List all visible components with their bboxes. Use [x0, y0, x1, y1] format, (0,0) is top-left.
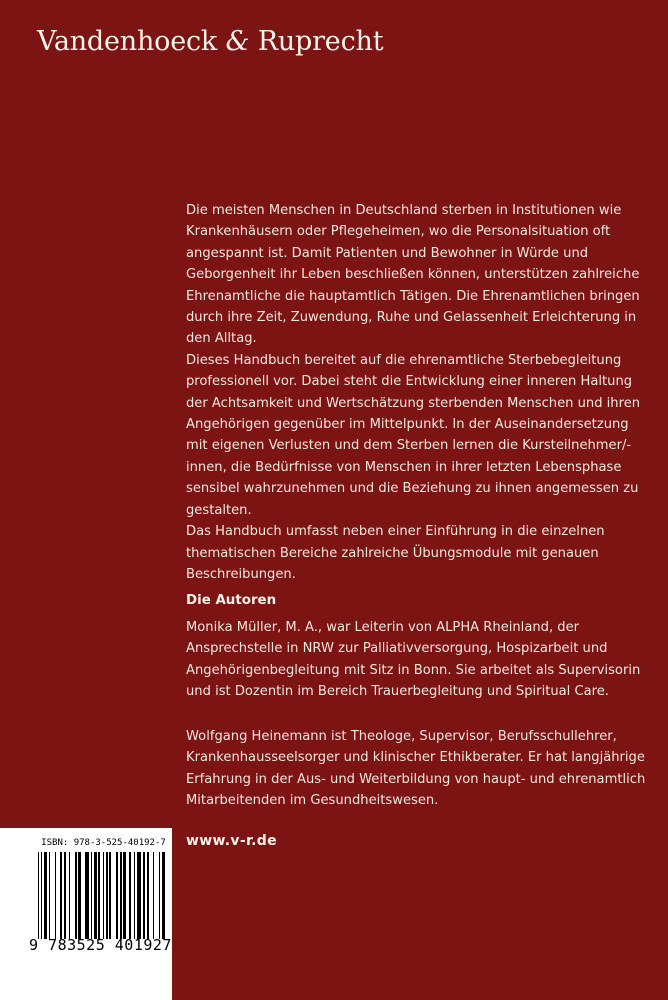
publisher-name-part1: Vandenhoeck — [37, 26, 218, 57]
publisher-logo — [37, 26, 383, 57]
barcode-bar — [123, 852, 126, 939]
barcode-bar — [64, 852, 65, 939]
barcode-bar — [49, 852, 50, 939]
barcode-bar — [38, 852, 39, 939]
barcode-bar — [147, 852, 150, 939]
barcode-bar — [75, 852, 76, 939]
author-bio-heinemann: Wolfgang Heinemann ist Theologe, Supervisor, Berufsschullehrer, Krankenhausseelsorger und klinischer Ethikberater. Er hat langjährige Erfahrung in der Aus- und Weiterbildung von haupt- und ehrenamtlich Mitarbeitenden im Gesundheitswesen. — [186, 729, 646, 809]
publisher-name-part2: Ruprecht — [257, 26, 384, 57]
barcode-bar — [85, 852, 89, 939]
barcode-bar — [60, 852, 63, 939]
publisher-ampersand: & — [225, 26, 250, 57]
publisher-website: www.v-r.de — [186, 833, 277, 849]
barcode-bar — [153, 852, 154, 939]
blurb — [186, 200, 646, 585]
barcode-bar — [120, 852, 121, 939]
barcode-bar — [41, 852, 42, 939]
barcode-bar — [94, 852, 97, 939]
barcode-bar — [69, 852, 70, 939]
barcode-bar — [137, 852, 141, 939]
barcode-bar — [78, 852, 81, 939]
barcode-bar — [116, 852, 119, 939]
ean-digits: 9 783525 401927 — [29, 936, 172, 954]
barcode-bar — [134, 852, 135, 939]
barcode-bar — [106, 852, 107, 939]
barcode-bar — [55, 852, 56, 939]
barcode-bar — [162, 852, 165, 939]
barcode-bar — [143, 852, 144, 939]
blurb-paragraph: Die meisten Menschen in Deutschland sterben in Institutionen wie Krankenhäusern oder Pflegeheimen, wo die Personalsituation oft angespannt ist. Damit Patienten und Bewohner in Würde und Geborgenheit ihr Leben beschließen können, unterstützen zahlreiche Ehrenamtliche die hauptamtlich Tätigen. Die Ehrenamtlichen bringen durch ihre Zeit, Zuwendung, Ruhe und Gelassenheit Erleichterung in den Alltag. — [186, 203, 640, 347]
barcode-bar — [129, 852, 130, 939]
authors-heading: Die Autoren — [186, 593, 277, 608]
barcode-bar — [109, 852, 110, 939]
author-bio-mueller: Monika Müller, M. A., war Leiterin von ALPHA Rheinland, der Ansprechstelle in NRW zur Palliativversorgung, Hospizarbeit und Angehörigenbegleitung mit Sitz in Bonn. Sie arbeitet als Supervisorin und ist Dozentin im Bereich Trauerbegleitung und Spiritual Care. — [186, 620, 641, 700]
barcode-bar — [91, 852, 92, 939]
blurb-paragraph: Das Handbuch umfasst neben einer Einführung in die einzelnen thematischen Bereiche zahlreiche Übungsmodule mit genauen Beschreibungen. — [186, 524, 605, 582]
barcode-bars — [38, 852, 167, 939]
barcode-bar — [98, 852, 99, 939]
isbn-barcode — [0, 828, 172, 1000]
barcode-bar — [159, 852, 160, 939]
barcode-bar — [44, 852, 47, 939]
barcode-bar — [103, 852, 104, 939]
blurb-paragraph: Dieses Handbuch bereitet auf die ehrenamtliche Sterbebegleitung professionell vor. Dabei steht die Entwicklung einer inneren Haltung der Achtsamkeit und Wertschätzung sterbenden Menschen und ihren Angehörigen gegenüber im Mittelpunkt. In der Auseinandersetzung mit eigenen Verlusten und dem Sterben lernen die Kursteilnehmer/-innen, die Bedürfnisse von Menschen in ihrer letzten Lebensphase sensibel wahrzunehmen und die Beziehung zu ihnen angemessen zu gestalten. — [186, 352, 641, 518]
isbn-label: ISBN: 978-3-525-40192-7 — [41, 838, 166, 848]
